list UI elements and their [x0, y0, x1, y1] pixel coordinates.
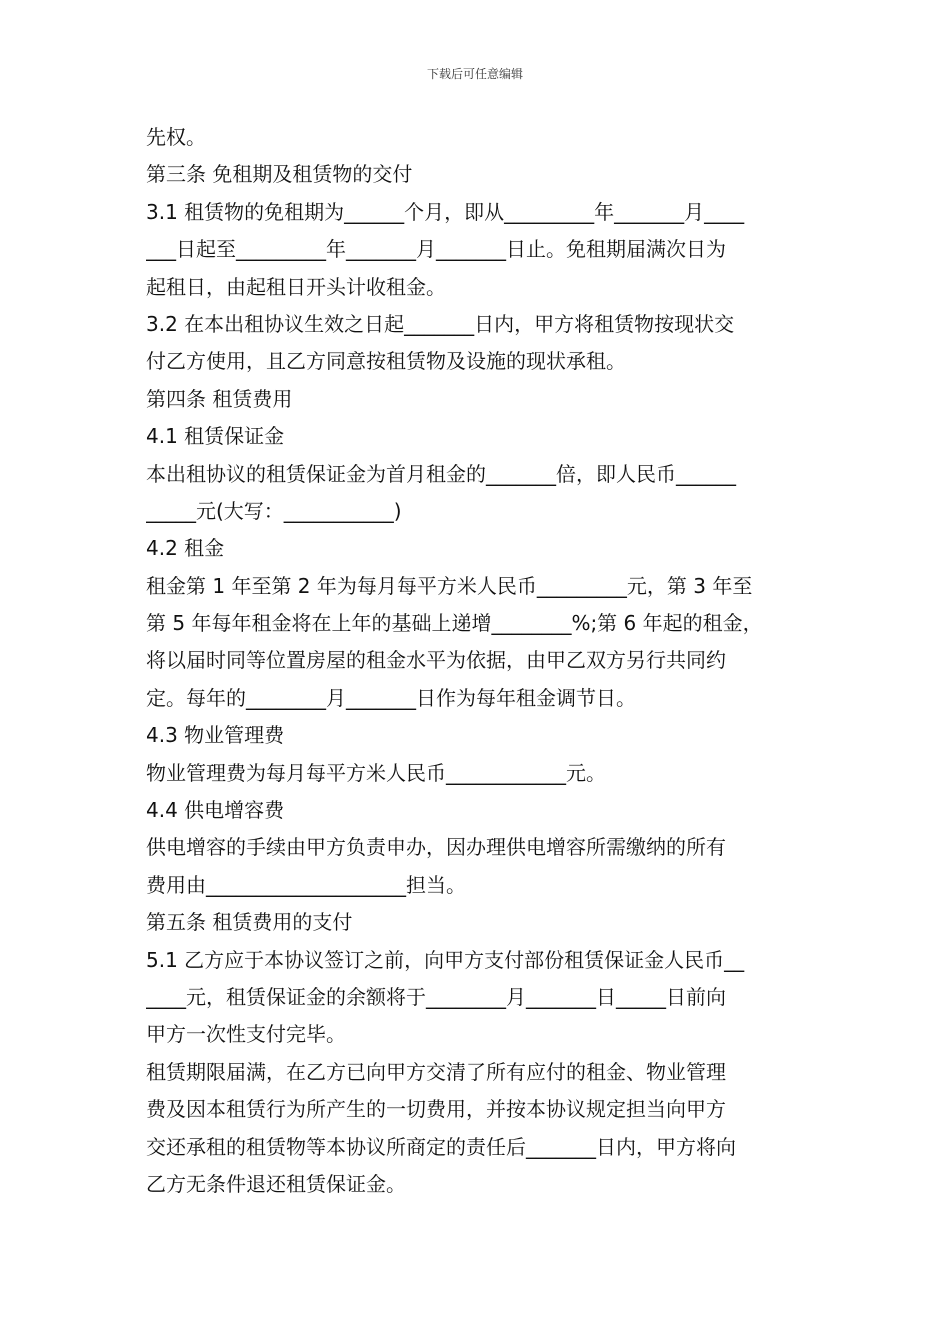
text-line: 3.1 租赁物的免租期为______个月，即从_________年_______月____: [146, 199, 745, 224]
text-line: 定。每年的________月_______日作为每年租金调节日。: [146, 685, 636, 710]
text-line: _____元(大写：___________): [146, 498, 402, 523]
subsection-heading: 4.4 供电增容费: [146, 798, 285, 823]
text-line: ___日起至_________年_______月_______日止。免租期届满次日为: [146, 237, 726, 262]
subsection-heading: 4.3 物业管理费: [146, 723, 285, 748]
text-line: 3.2 在本出租协议生效之日起_______日内，甲方将租赁物按现状交: [146, 311, 735, 336]
text-line: 费及因本租赁行为所产生的一切费用，并按本协议规定担当向甲方: [146, 1097, 726, 1122]
subsection-heading: 4.1 租赁保证金: [146, 424, 285, 449]
text-line: 物业管理费为每月每平方米人民币____________元。: [146, 760, 606, 785]
text-line: 先权。: [146, 125, 206, 149]
page-header: 下载后可任意编辑: [426, 67, 523, 81]
text-line: 乙方无条件退还租赁保证金。: [146, 1171, 406, 1196]
text-line: 甲方一次性支付完毕。: [146, 1022, 346, 1047]
text-line: 供电增容的手续由甲方负责申办，因办理供电增容所需缴纳的所有: [146, 835, 726, 860]
text-line: 第 5 年每年租金将在上年的基础上递增________%;第 6 年起的租金，: [146, 611, 763, 636]
section-heading: 第五条 租赁费用的支付: [146, 910, 353, 935]
section-heading: 第三条 免租期及租赁物的交付: [146, 162, 413, 187]
text-line: 租赁期限届满，在乙方已向甲方交清了所有应付的租金、物业管理: [146, 1059, 726, 1084]
text-line: 付乙方使用，且乙方同意按租赁物及设施的现状承租。: [146, 349, 626, 374]
text-line: 租金第 1 年至第 2 年为每月每平方米人民币_________元，第 3 年至: [146, 573, 753, 598]
text-line: 费用由____________________担当。: [146, 872, 466, 897]
subsection-heading: 4.2 租金: [146, 536, 225, 561]
text-line: 本出租协议的租赁保证金为首月租金的_______倍，即人民币______: [146, 461, 736, 486]
text-line: 起租日，由起租日开头计收租金。: [146, 274, 446, 299]
text-line: 5.1 乙方应于本协议签订之前，向甲方支付部份租赁保证金人民币__: [146, 947, 745, 972]
text-line: 交还承租的租赁物等本协议所商定的责任后_______日内，甲方将向: [146, 1134, 736, 1159]
document-body: [146, 119, 818, 1203]
section-heading: 第四条 租赁费用: [146, 386, 293, 411]
text-line: 将以届时同等位置房屋的租金水平为依据，由甲乙双方另行共同约: [146, 648, 726, 673]
text-line: ____元，租赁保证金的余额将于________月_______日_____日前向: [146, 984, 726, 1009]
